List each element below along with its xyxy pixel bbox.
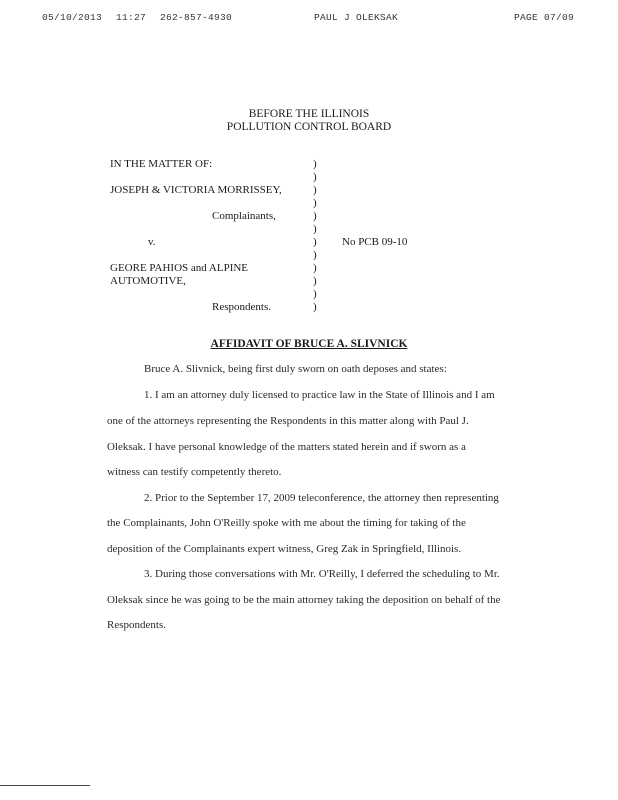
scan-rule-divider: [0, 785, 90, 786]
caption-complainants-label: Complainants,: [212, 210, 276, 222]
caption-respondents-label: Respondents.: [212, 301, 271, 313]
court-name-line1: BEFORE THE ILLINOIS: [248, 108, 370, 120]
caption-paren: ): [313, 184, 317, 196]
paragraph-1-line-3: Oleksak. I have personal knowledge of the matters stated herein and if sworn as a: [107, 441, 466, 453]
caption-paren: ): [313, 210, 317, 222]
fax-sender: PAUL J OLEKSAK: [314, 12, 399, 23]
fax-date: 05/10/2013: [42, 12, 103, 23]
paragraph-1-line-2: one of the attorneys representing the Respondents in this matter along with Paul J.: [107, 415, 469, 427]
caption-in-the-matter: IN THE MATTER OF:: [110, 158, 213, 170]
fax-page-number: PAGE 07/09: [514, 12, 575, 23]
affidavit-title: AFFIDAVIT OF BRUCE A. SLIVNICK: [210, 338, 408, 350]
paragraph-2-line-2: the Complainants, John O'Reilly spoke with me about the timing for taking of the: [107, 517, 466, 529]
paragraph-1-line-4: witness can testify competently thereto.: [107, 466, 282, 478]
caption-complainants-names: JOSEPH & VICTORIA MORRISSEY,: [110, 184, 282, 196]
caption-paren: ): [313, 236, 317, 248]
caption-paren: ): [313, 158, 317, 170]
affidavit-intro: Bruce A. Slivnick, being first duly sworn on oath deposes and states:: [144, 363, 447, 375]
paragraph-2-line-3: deposition of the Complainants expert witness, Greg Zak in Springfield, Illinois.: [107, 543, 462, 555]
caption-versus: v.: [148, 236, 156, 248]
caption-respondents-line1: GEORE PAHIOS and ALPINE: [110, 262, 249, 274]
caption-paren: ): [313, 171, 317, 183]
caption-paren: ): [313, 275, 317, 287]
caption-paren: ): [313, 288, 317, 300]
caption-paren: ): [313, 249, 317, 261]
caption-paren: ): [313, 301, 317, 313]
caption-case-number: No PCB 09-10: [342, 236, 408, 248]
caption-paren: ): [313, 262, 317, 274]
paragraph-3-line-2: Oleksak since he was going to be the main attorney taking the deposition on behalf of the: [107, 594, 501, 606]
caption-paren: ): [313, 223, 317, 235]
paragraph-2-line-1: 2. Prior to the September 17, 2009 teleconference, the attorney then representing: [144, 492, 499, 504]
paragraph-3-line-3: Respondents.: [107, 619, 166, 631]
fax-time: 11:27: [116, 12, 147, 23]
court-name-line2: POLLUTION CONTROL BOARD: [226, 121, 392, 133]
paragraph-1-line-1: 1. I am an attorney duly licensed to practice law in the State of Illinois and I am: [144, 389, 495, 401]
caption-respondents-line2: AUTOMOTIVE,: [110, 275, 186, 287]
paragraph-3-line-1: 3. During those conversations with Mr. O'Reilly, I deferred the scheduling to Mr.: [144, 568, 500, 580]
caption-paren: ): [313, 197, 317, 209]
fax-phone: 262-857-4930: [160, 12, 233, 23]
